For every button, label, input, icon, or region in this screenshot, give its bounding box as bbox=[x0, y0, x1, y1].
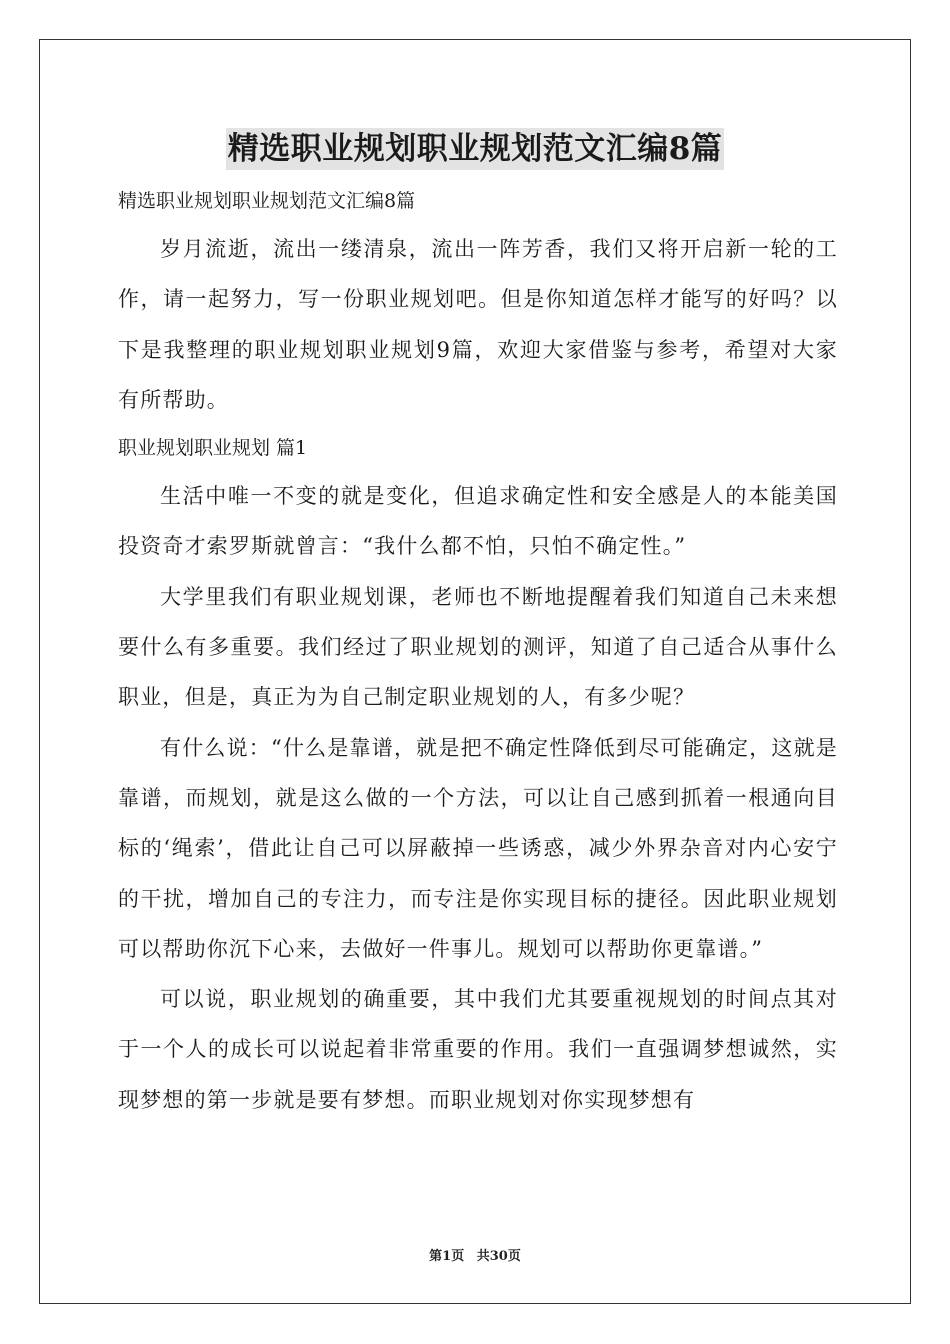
section-paragraph-1: 生活中唯一不变的就是变化，但追求确定性和安全感是人的本能美国投资奇才索罗斯就曾言：“我什么都不怕，只怕不确定性。” bbox=[118, 484, 838, 559]
page-number-current: 第1页 bbox=[429, 1249, 465, 1264]
section-paragraph-2: 大学里我们有职业规划课，老师也不断地提醒着我们知道自己未来想要什么有多重要。我们经过了职业规划的测评，知道了自己适合从事什么职业，但是，真正为为自己制定职业规划的人，有多少呢？ bbox=[118, 584, 838, 710]
document-body bbox=[118, 178, 838, 1125]
document-title: 精选职业规划职业规划范文汇编8篇 bbox=[226, 128, 725, 170]
section-paragraph-4: 可以说，职业规划的确重要，其中我们尤其要重视规划的时间点其对于一个人的成长可以说起着非常重要的作用。我们一直强调梦想诚然，实现梦想的第一步就是要有梦想。而职业规划对你实现梦想有 bbox=[118, 987, 838, 1112]
page-number-total: 共30页 bbox=[476, 1249, 521, 1264]
page-footer bbox=[0, 1245, 950, 1264]
title-container bbox=[0, 128, 950, 170]
section-heading: 职业规划职业规划 篇1 bbox=[118, 437, 308, 460]
document-subtitle: 精选职业规划职业规划范文汇编8篇 bbox=[118, 190, 416, 212]
intro-paragraph: 岁月流逝，流出一缕清泉，流出一阵芳香，我们又将开启新一轮的工作，请一起努力，写一份职业规划吧。但是你知道怎样才能写的好吗？以下是我整理的职业规划职业规划9篇，欢迎大家借鉴与参考，希望对大家有所帮助。 bbox=[118, 237, 838, 412]
section-paragraph-3: 有什么说：“什么是靠谱，就是把不确定性降低到尽可能确定，这就是靠谱，而规划，就是这么做的一个方法，可以让自己感到抓着一根通向目标的‘绳索’，借此让自己可以屏蔽掉一些诱惑，减少外界杂音对内心安宁的干扰，增加自己的专注力，而专注是你实现目标的捷径。因此职业规划可以帮助你沉下心来，去做好一件事儿。规划可以帮助你更靠谱。” bbox=[118, 735, 838, 961]
